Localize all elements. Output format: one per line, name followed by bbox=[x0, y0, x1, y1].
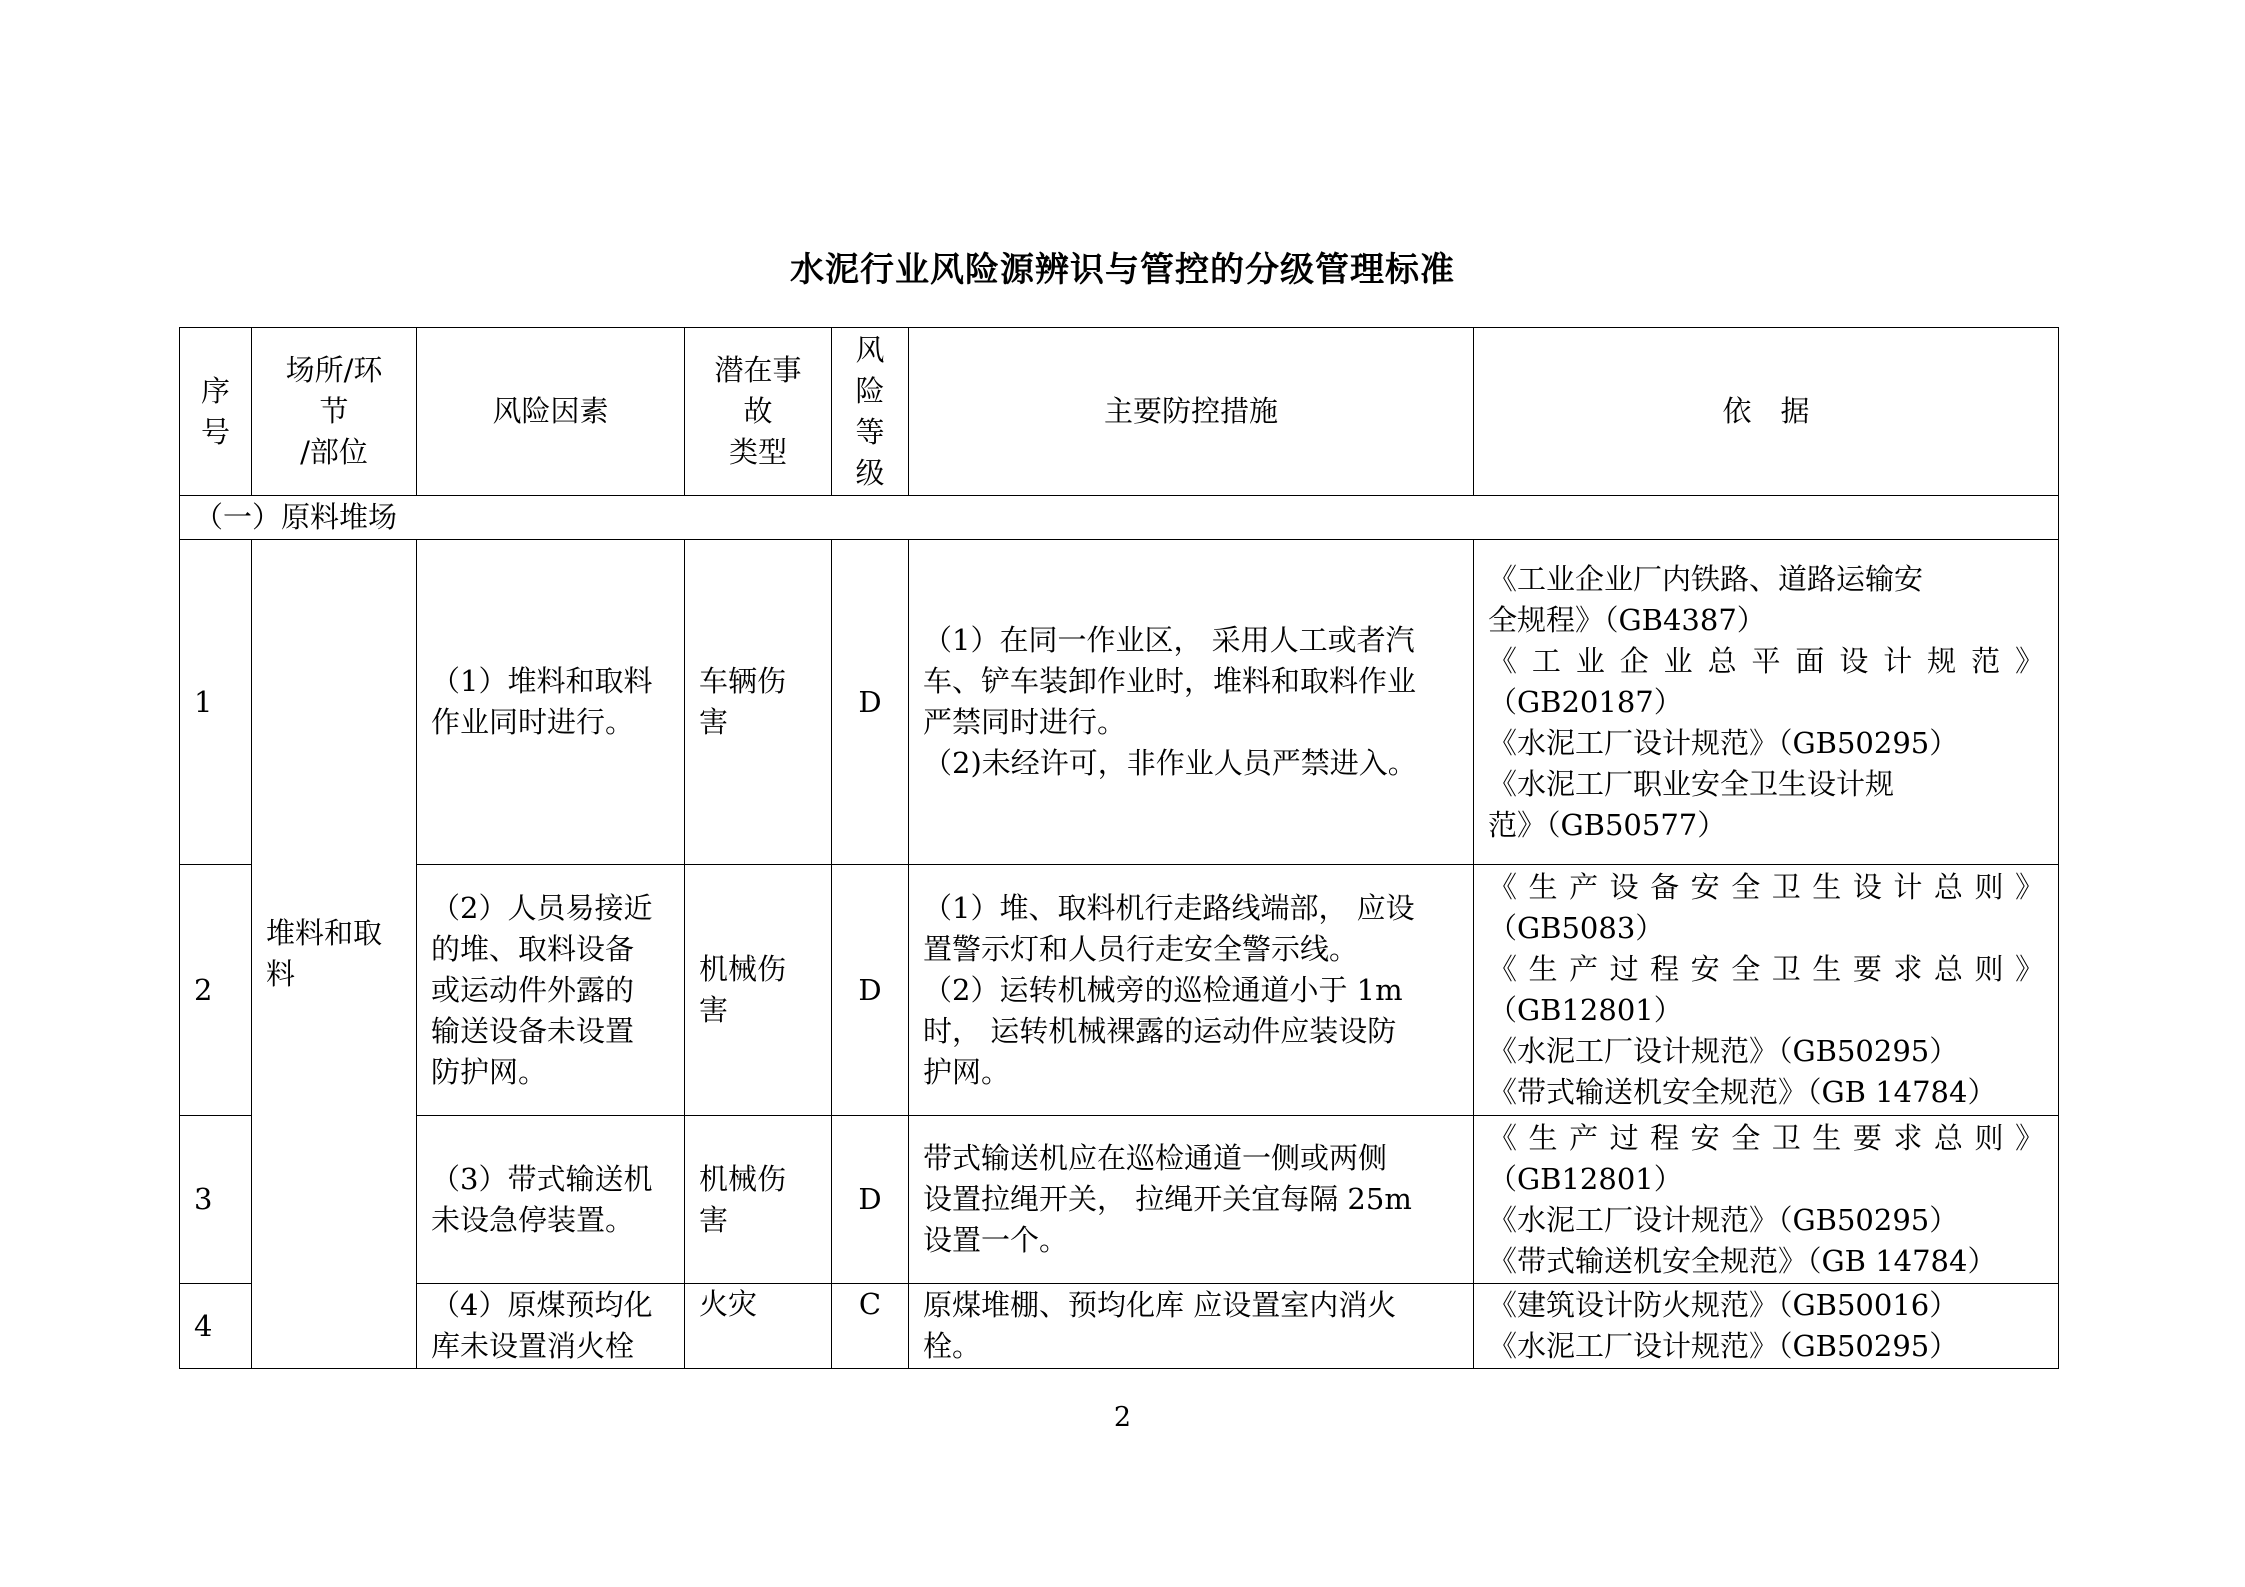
row-level: D bbox=[832, 1116, 909, 1284]
table-row bbox=[180, 1284, 2059, 1369]
table-row bbox=[180, 1116, 2059, 1284]
row-factor: （2）人员易接近 的堆、取料设备 或运动件外露的 输送设备未设置 防护网。 bbox=[417, 865, 685, 1116]
header-factor: 风险因素 bbox=[417, 328, 685, 496]
row-basis: 《建筑设计防火规范》（GB50016） 《水泥工厂设计规范》（GB50295） bbox=[1474, 1284, 2059, 1369]
row-basis: 《生产过程安全卫生要求总则》 （GB12801） 《水泥工厂设计规范》（GB50295） 《带式输送机安全规范》（GB 14784） bbox=[1474, 1116, 2059, 1284]
place-cell: 堆料和取 料 bbox=[252, 540, 417, 1369]
row-measures: 原煤堆棚、预均化库 应设置室内消火 栓。 bbox=[909, 1284, 1474, 1369]
header-level: 风 险 等 级 bbox=[832, 328, 909, 496]
section-title: （一）原料堆场 bbox=[180, 496, 2059, 540]
row-basis: 《工业企业厂内铁路、道路运输安 全规程》（GB4387） 《工业企业总平面设计规范》 （GB20187） 《水泥工厂设计规范》（GB50295） 《水泥工厂职业安全卫生设计规 范》（GB50577） bbox=[1474, 540, 2059, 865]
row-accident: 机械伤 害 bbox=[685, 1116, 832, 1284]
page-title: 水泥行业风险源辨识与管控的分级管理标准 bbox=[790, 250, 1455, 290]
risk-table bbox=[179, 327, 2059, 1369]
row-measures: （1）在同一作业区， 采用人工或者汽 车、铲车装卸作业时，堆料和取料作业 严禁同时进行。 （2)未经许可，非作业人员严禁进入。 bbox=[909, 540, 1474, 865]
row-factor: （3）带式输送机 未设急停装置。 bbox=[417, 1116, 685, 1284]
header-basis: 依 据 bbox=[1474, 328, 2059, 496]
row-accident: 机械伤 害 bbox=[685, 865, 832, 1116]
row-measures: 带式输送机应在巡检通道一侧或两侧 设置拉绳开关， 拉绳开关宜每隔 25m 设置一个。 bbox=[909, 1116, 1474, 1284]
row-accident: 火灾 bbox=[685, 1284, 832, 1369]
row-seq: 2 bbox=[180, 865, 252, 1116]
row-factor: （1）堆料和取料 作业同时进行。 bbox=[417, 540, 685, 865]
header-measures: 主要防控措施 bbox=[909, 328, 1474, 496]
row-level: D bbox=[832, 865, 909, 1116]
row-seq: 3 bbox=[180, 1116, 252, 1284]
page-number: 2 bbox=[1113, 1402, 1132, 1433]
row-level: C bbox=[832, 1284, 909, 1369]
row-seq: 1 bbox=[180, 540, 252, 865]
row-measures: （1）堆、取料机行走路线端部， 应设 置警示灯和人员行走安全警示线。 （2）运转机械旁的巡检通道小于 1m 时， 运转机械裸露的运动件应装设防 护网。 bbox=[909, 865, 1474, 1116]
row-level: D bbox=[832, 540, 909, 865]
header-accident: 潜在事 故 类型 bbox=[685, 328, 832, 496]
header-row bbox=[180, 328, 2059, 496]
section-row bbox=[180, 496, 2059, 540]
row-accident: 车辆伤 害 bbox=[685, 540, 832, 865]
row-basis: 《生产设备安全卫生设计总则》 （GB5083） 《生产过程安全卫生要求总则》 （GB12801） 《水泥工厂设计规范》（GB50295） 《带式输送机安全规范》（GB 14784） bbox=[1474, 865, 2059, 1116]
table-row bbox=[180, 540, 2059, 865]
row-factor: （4）原煤预均化 库未设置消火栓 bbox=[417, 1284, 685, 1369]
table-row bbox=[180, 865, 2059, 1116]
header-seq: 序 号 bbox=[180, 328, 252, 496]
row-seq: 4 bbox=[180, 1284, 252, 1369]
header-place: 场所/环 节 /部位 bbox=[252, 328, 417, 496]
